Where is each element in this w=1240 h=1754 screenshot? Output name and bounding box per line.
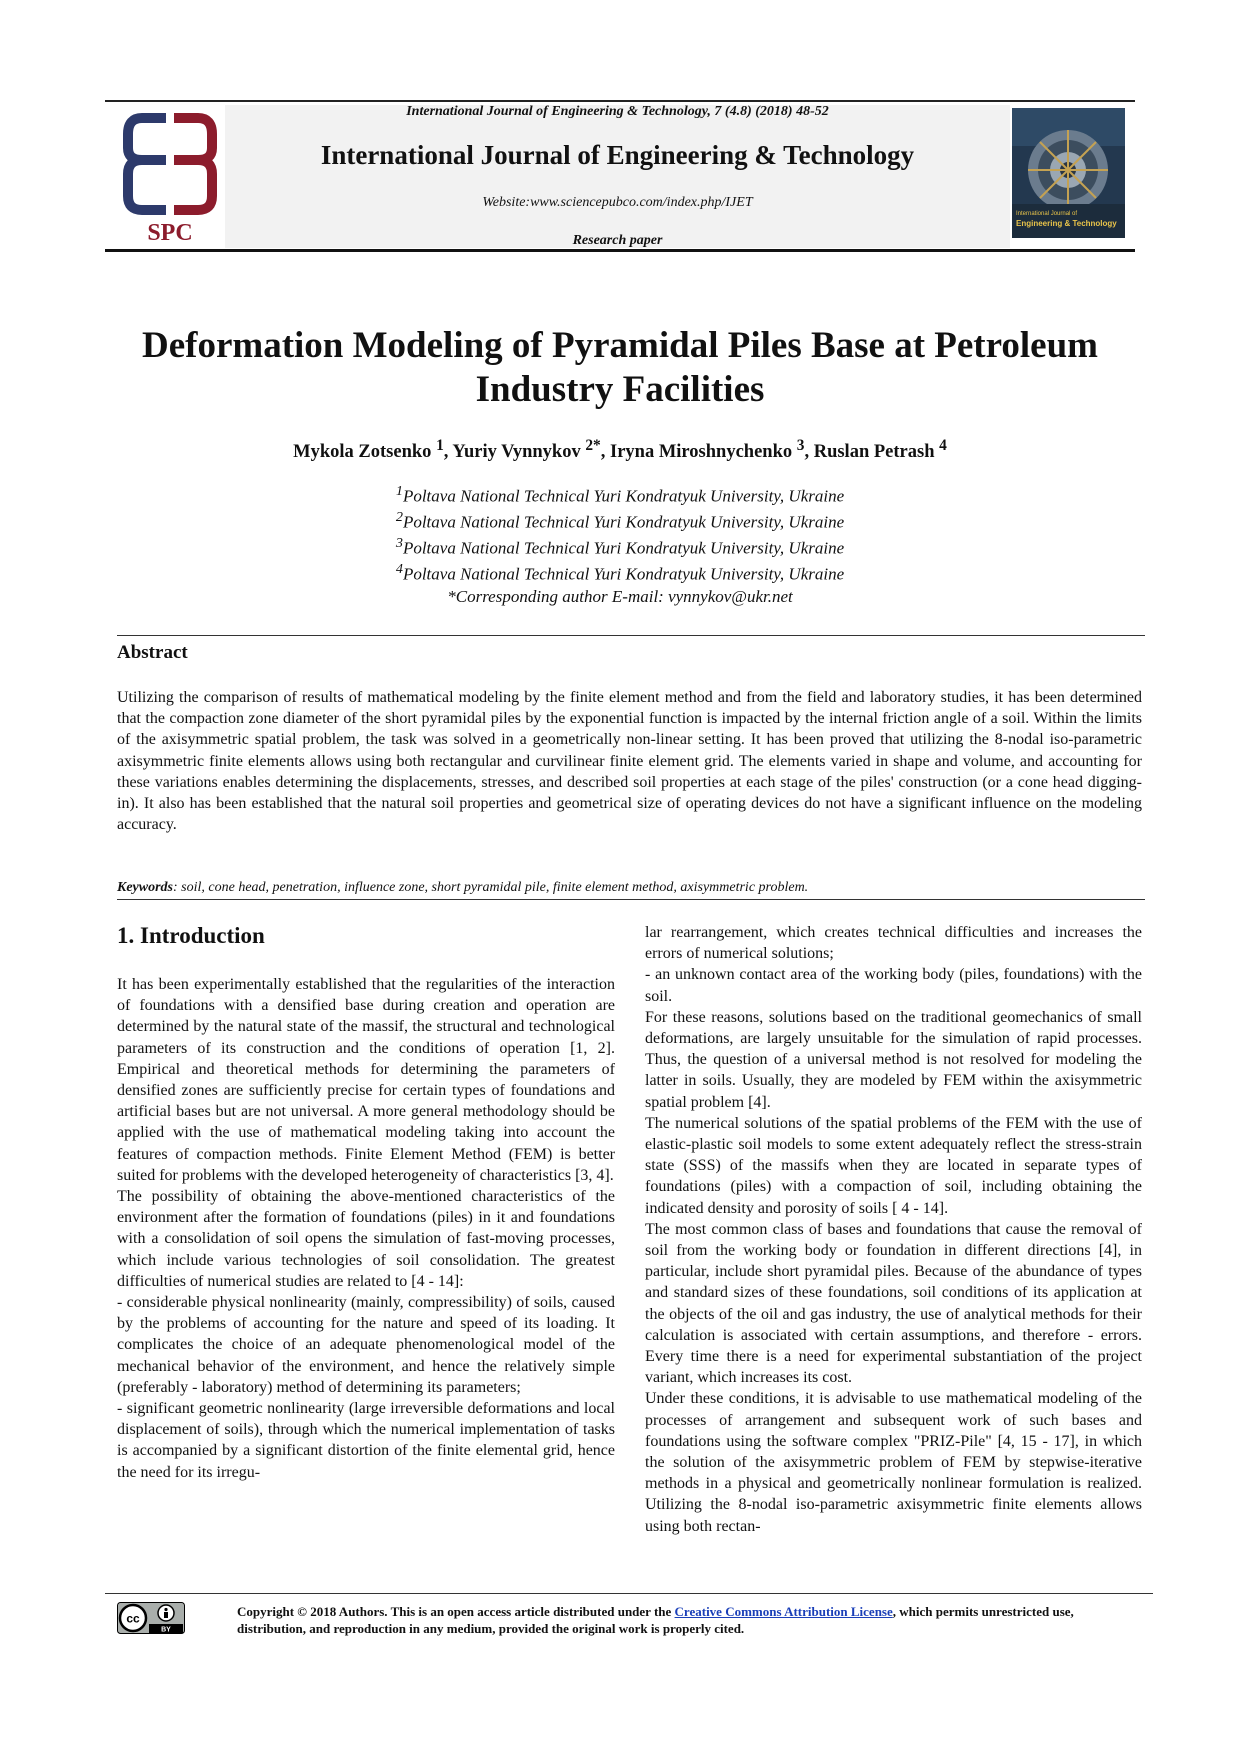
affiliation-text: Poltava National Technical Yuri Kondratyuk University, Ukraine [402,538,845,558]
body-paragraph: - considerable physical nonlinearity (mainly, compressibility) of soils, caused by the problems of accounting for the nature and speed of its loading. It complicates the choice of an adequate phenomenological model of the mechanical behavior of the environment, and hence the relatively simple (preferably - laboratory) method of determining its parameters; [117,1294,615,1396]
author-affiliation-marker: 1 [436,437,444,454]
cc-label: cc [126,1611,140,1626]
affiliation-line [120,481,1120,507]
left-column-text [117,974,615,1483]
by-label: BY [161,1626,171,1634]
author-separator: , [600,442,610,463]
cover-caption: International Journal of [1016,211,1078,217]
affiliation-line [120,559,1120,585]
keywords-text: : soil, cone head, penetration, influence zone, short pyramidal pile, finite element method, axisymmetric problem. [173,880,809,895]
body-paragraph: lar rearrangement, which creates technical difficulties and increases the errors of numerical solutions; [645,924,1142,963]
keywords-label: Keywords [117,880,173,895]
body-paragraph: The possibility of obtaining the above-mentioned characteristics of the environment after the formation of foundations (piles) in it and foundations with a consolidation of soil opens the simulation of fast-moving processes, which include various technologies of soil consolidation. The greatest difficulties of numerical studies are related to [4 - 14]: [117,1188,615,1290]
author-name: Mykola Zotsenko [293,442,432,463]
author-affiliation-marker: 4 [939,437,947,454]
affiliation-text: Poltava National Technical Yuri Kondratyuk University, Ukraine [402,565,845,585]
affiliation-line [120,507,1120,533]
journal-website-link[interactable]: Website:www.sciencepubco.com/index.php/IJET [482,195,753,210]
author-separator: , [804,442,814,463]
author-name: Ruslan Petrash [813,442,935,463]
journal-title: International Journal of Engineering & Technology [320,140,915,170]
abstract-heading: Abstract [117,642,188,663]
spc-logo [118,108,222,248]
author-name: Iryna Miroshnychenko [610,442,793,463]
body-paragraph: - an unknown contact area of the working body (piles, foundations) with the soil. [645,966,1142,1005]
affiliation-line [120,533,1120,559]
affiliation-list [120,481,1120,607]
author-name: Yuriy Vynnykov [452,442,581,463]
author-list [120,437,1120,463]
paper-type-label: Research paper [572,233,663,248]
author-affiliation-marker: 2* [585,437,601,454]
affiliation-marker: 2 [395,509,403,526]
journal-citation: International Journal of Engineering & Technology, 7 (4.8) (2018) 48-52 [406,104,829,119]
author-separator: , [443,442,453,463]
footer-rule [105,1593,1153,1594]
abstract-text: Utilizing the comparison of results of mathematical modeling by the finite element method and from the field and laboratory studies, it has been determined that the compaction zone diameter of the short pyramidal piles by the exponential function is impacted by the internal friction angle of a soil. Within the limits of the axisymmetric spatial problem, the task was solved in a geometrically non-linear setting. It has been proved that utilizing the 8-nodal iso-parametric axisymmetric finite elements allows using both rectangular and curvilinear finite element grid. The elements varied in shape and volume, and accounting for these variations enables determining the displacements, stresses, and described soil properties at each stage of the piles' construction (or a cone head digging-in). It also has been established that the natural soil properties and geometrical size of operating devices do not have a significant influence on the modeling accuracy. [117,689,1142,834]
body-paragraph: Under these conditions, it is advisable to use mathematical modeling of the processes of arrangement and subsequent work of such bases and foundations using the software complex "PRIZ-Pile" [4, 15 - 17], in which the solution of the axisymmetric problem of FEM by stepwise-iterative methods in a physical and geometrically nonlinear formulation is realized. Utilizing the 8-nodal iso-parametric axisymmetric finite elements allows using both rectan- [645,1390,1142,1535]
journal-cover-image [1012,108,1125,238]
body-paragraph: It has been experimentally established that the regularities of the interaction of foundations with a densified base during creation and operation are determined by the natural state of the massif, the structural and technological parameters of its construction and the conditions of operation [1, 2]. Empirical and theoretical methods for determining the parameters of densified zones are sufficiently precise for certain types of foundations and artificial bases but are not universal. A more general methodology should be applied with the use of mathematical modeling taking into account the features of compaction methods. Finite Element Method (FEM) is better suited for problems with the developed heterogeneity of characteristics [3, 4]. [117,976,615,1184]
corresponding-author-email: *Corresponding author E-mail: vynnykov@ukr.net [447,586,793,606]
abstract-top-rule [117,635,1145,636]
affiliation-text: Poltava National Technical Yuri Kondratyuk University, Ukraine [402,512,845,532]
affiliation-text: Poltava National Technical Yuri Kondratyuk University, Ukraine [402,486,845,506]
right-column-text [645,922,1142,1537]
cc-by-license-icon[interactable] [117,1602,185,1634]
svg-text:Engineering & Technology: Engineering & Technology [1016,219,1117,228]
affiliation-marker: 4 [395,561,403,578]
paper-title: Deformation Modeling of Pyramidal Piles Base at Petroleum Industry Facilities [141,325,1098,410]
body-paragraph: The numerical solutions of the spatial problems of the FEM with the use of elastic-plastic soil models to some extent adequately reflect the stress-strain state (SSS) of the massifs when they are located in separate types of foundations (piles) with a compaction of soil, including obtaining the indicated density and porosity of soils [ 4 - 14]. [645,1114,1142,1217]
author-affiliation-marker: 3 [796,437,805,454]
copyright-prefix: Copyright © 2018 Authors. This is an open access article distributed under the [237,1604,675,1619]
abstract-bottom-rule [117,899,1145,900]
keywords-line [117,880,1142,896]
affiliation-marker: 1 [395,483,403,499]
cc-license-link[interactable]: Creative Commons Attribution License [674,1604,893,1619]
affiliation-marker: 3 [395,535,403,552]
spc-logo-text: SPC [147,220,193,246]
body-paragraph: The most common class of bases and foundations that cause the removal of soil from the working body or foundation in different directions [4], in particular, include short pyramidal piles. Because of the abundance of types and standard sizes of these foundations, soil conditions of its application at the objects of the oil and gas industry, the use of analytical methods for their calculation is associated with certain assumptions, and therefore - errors. Every time there is a need for experimental substantiation of the project variant, which increases its cost. [645,1220,1142,1387]
section-heading-introduction: 1. Introduction [117,923,265,948]
copyright-suffix: , which permits unrestricted use, distribution, and reproduction in any medium, provided the original work is properly cited. [237,1604,1074,1636]
body-paragraph: - significant geometric nonlinearity (large irreversible deformations and local displacement of soils), through which the numerical implementation of tasks is accompanied by a significant distortion of the finite elemental grid, hence the need for its irregu- [117,1400,615,1481]
header-bottom-rule [105,249,1135,252]
header-band [225,105,1010,248]
header-top-rule [105,100,1135,102]
copyright-notice [237,1603,1142,1637]
body-paragraph: For these reasons, solutions based on the traditional geomechanics of small deformations, are largely unsuitable for the simulation of rapid processes. Thus, the question of a universal method is not resolved for modeling the latter in soils. Usually, they are modeled by FEM within the axisymmetric spatial problem [4]. [645,1008,1142,1111]
